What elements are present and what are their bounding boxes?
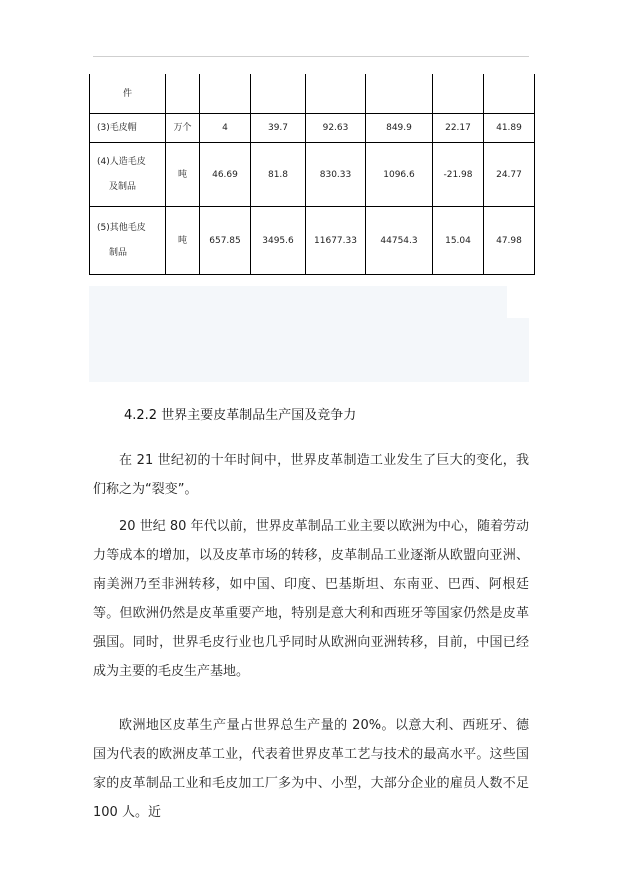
table-row — [90, 207, 535, 275]
body-paragraph: 在 21 世纪初的十年时间中，世界皮革制造工业发生了巨大的变化，我们称之为“裂变”。 — [93, 453, 529, 497]
value-cell: 3495.6 — [251, 207, 306, 275]
value-cell: -21.98 — [433, 143, 484, 207]
value-cell: 849.9 — [366, 114, 433, 143]
value-cell: 1096.6 — [366, 143, 433, 207]
value-cell: 47.98 — [484, 207, 535, 275]
table-row — [90, 143, 535, 207]
row-name-continued: 制品 — [109, 248, 128, 258]
value-cell — [251, 74, 306, 114]
fur-products-table — [89, 74, 535, 275]
table-row — [90, 74, 535, 114]
value-cell: 39.7 — [251, 114, 306, 143]
value-cell — [484, 74, 535, 114]
value-cell: 44754.3 — [366, 207, 433, 275]
row-name-cell — [90, 114, 166, 143]
shaded-band — [89, 286, 529, 382]
section-heading: 4.2.2 世界主要皮革制品生产国及竞争力 — [124, 408, 357, 423]
body-paragraph: 20 世纪 80 年代以前，世界皮革制品工业主要以欧洲为中心，随着劳动力等成本的增加，以及皮革市场的转移，皮革制品工业逐渐从欧盟向亚洲、南美洲乃至非洲转移，如中国、印度、巴基斯坦、东南亚、巴西、阿根廷等。但欧洲仍然是皮革重要产地，特别是意大利和西班牙等国家仍然是皮革强国。同时，世界毛皮行业也几乎同时从欧洲向亚洲转移，目前，中国已经成为主要的毛皮生产基地。 — [93, 519, 529, 679]
row-name: (5)其他毛皮 — [97, 223, 146, 233]
value-cell: 81.8 — [251, 143, 306, 207]
row-name: (4)人造毛皮 — [97, 157, 146, 167]
value-cell: 41.89 — [484, 114, 535, 143]
value-cell — [433, 74, 484, 114]
value-cell: 657.85 — [200, 207, 251, 275]
header-rule — [93, 56, 529, 57]
row-name: 件 — [122, 88, 132, 99]
value-cell: 15.04 — [433, 207, 484, 275]
value-cell: 830.33 — [306, 143, 366, 207]
unit-cell: 万个 — [166, 114, 200, 143]
value-cell — [306, 74, 366, 114]
value-cell: 11677.33 — [306, 207, 366, 275]
row-name-continued: 及制品 — [109, 182, 137, 192]
unit-cell: 吨 — [166, 207, 200, 275]
value-cell: 24.77 — [484, 143, 535, 207]
value-cell: 22.17 — [433, 114, 484, 143]
row-name-cell — [90, 74, 166, 114]
value-cell: 92.63 — [306, 114, 366, 143]
unit-cell — [166, 74, 200, 114]
row-name-cell — [90, 207, 166, 275]
value-cell — [366, 74, 433, 114]
body-paragraph: 欧洲地区皮革生产量占世界总生产量的 20%。以意大利、西班牙、德国为代表的欧洲皮革工业，代表着世界皮革工艺与技术的最高水平。这些国家的皮革制品工业和毛皮加工厂多为中、小型，大部分企业的雇员人数不足 100 人。近 — [93, 718, 529, 820]
row-name: (3)毛皮帽 — [97, 123, 137, 133]
value-cell — [200, 74, 251, 114]
shaded-band-notch — [507, 286, 529, 318]
unit-cell: 吨 — [166, 143, 200, 207]
table-row — [90, 114, 535, 143]
value-cell: 4 — [200, 114, 251, 143]
row-name-cell — [90, 143, 166, 207]
value-cell: 46.69 — [200, 143, 251, 207]
